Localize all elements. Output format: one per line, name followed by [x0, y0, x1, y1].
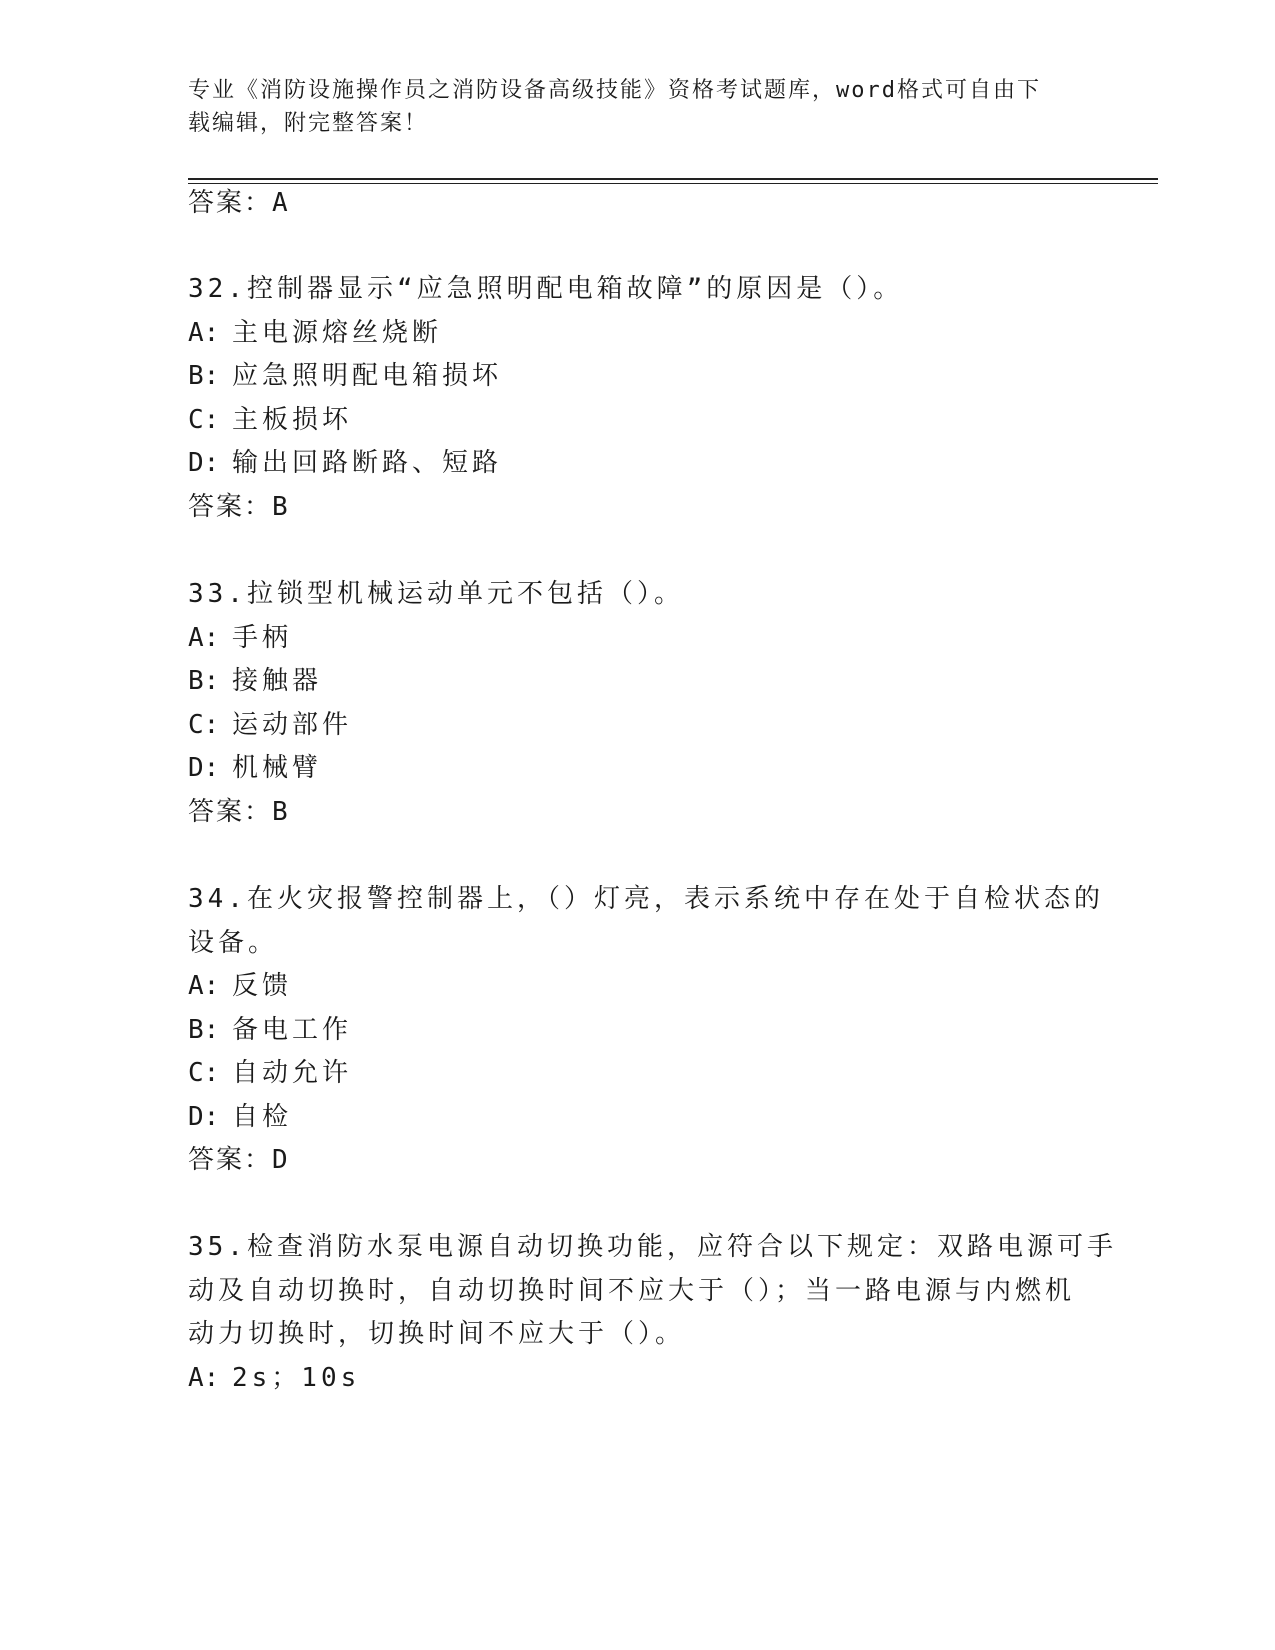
- question-33-stem: 33.拉锁型机械运动单元不包括（）。: [188, 579, 684, 609]
- question-34-option-c: C: 自动允许: [188, 1058, 353, 1088]
- question-34-answer: 答案：D: [188, 1145, 290, 1175]
- question-34-option-a: A: 反馈: [188, 971, 293, 1001]
- question-33-option-a: A: 手柄: [188, 623, 293, 653]
- question-32-answer: 答案：B: [188, 492, 290, 522]
- question-35-stem-line-3: 动力切换时，切换时间不应大于（）。: [188, 1319, 686, 1349]
- question-34-stem-line-2: 设备。: [188, 928, 279, 958]
- question-33-option-c: C: 运动部件: [188, 710, 353, 740]
- question-33-option-b: B: 接触器: [188, 666, 323, 696]
- question-35-stem-line-2: 动及自动切换时，自动切换时间不应大于（）；当一路电源与内燃机: [188, 1276, 1076, 1306]
- previous-answer: 答案：A: [188, 188, 290, 218]
- question-34-option-d: D: 自检: [188, 1102, 293, 1132]
- document-header: [188, 74, 1068, 140]
- question-32-option-d: D: 输出回路断路、短路: [188, 448, 503, 478]
- question-33-option-d: D: 机械臂: [188, 753, 323, 783]
- question-35-stem-line-1: 35.检查消防水泵电源自动切换功能，应符合以下规定：双路电源可手: [188, 1232, 1117, 1262]
- question-32-option-b: B: 应急照明配电箱损坏: [188, 361, 503, 391]
- header-line-1: 专业《消防设施操作员之消防设备高级技能》资格考试题库，word格式可自由下: [188, 78, 1041, 103]
- header-divider-thin: [188, 183, 1158, 184]
- question-32-stem: 32.控制器显示“应急照明配电箱故障”的原因是（）。: [188, 274, 904, 304]
- header-line-2: 载编辑，附完整答案！: [188, 111, 429, 136]
- question-32-option-a: A: 主电源熔丝烧断: [188, 318, 443, 348]
- question-34-option-b: B: 备电工作: [188, 1015, 353, 1045]
- header-divider-thick: [188, 178, 1158, 180]
- question-35-option-a: A: 2s；10s: [188, 1363, 361, 1393]
- question-32-option-c: C: 主板损坏: [188, 405, 353, 435]
- question-34-stem-line-1: 34.在火灾报警控制器上，（）灯亮，表示系统中存在处于自检状态的: [188, 884, 1104, 914]
- question-33-answer: 答案：B: [188, 797, 290, 827]
